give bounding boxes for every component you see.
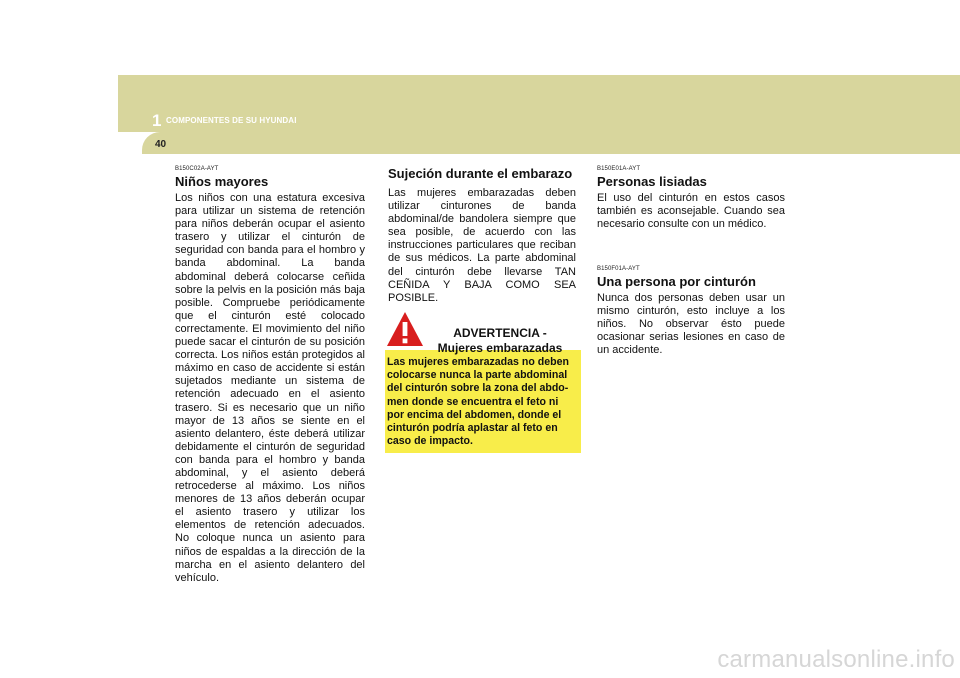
section-una-persona: [597, 265, 785, 357]
section-code: B150F01A-AYT: [597, 266, 640, 272]
section-ninos-mayores: [175, 165, 365, 585]
page-number-tab: [142, 132, 960, 154]
warning-title: [425, 326, 575, 356]
section-code: B150E01A-AYT: [597, 166, 641, 172]
section-title: Sujeción durante el embarazo: [388, 166, 573, 181]
section-body: Nunca dos personas deben usar un mismo cinturón, esto incluye a los niños. No observar ésto puede ocasionar serias lesiones en caso de un accidente.: [597, 292, 785, 357]
section-embarazo: [388, 166, 576, 305]
section-title: Personas lisiadas: [597, 174, 707, 189]
page-number: 40: [155, 139, 167, 150]
section-body: El uso del cinturón en estos casos también es aconsejable. Cuando sea necesario consulte con un médico.: [597, 192, 785, 231]
chapter-title: COMPONENTES DE SU HYUNDAI: [166, 116, 297, 125]
section-body: Las mujeres embarazadas deben utilizar cinturones de banda abdominal/de bandolera siempre que sea posible, de acuerdo con las instrucciones particulares que reciban de sus médicos. La parte abdominal del cinturón debe llevarse TAN CEÑIDA Y BAJA COMO SEA POSIBLE.: [388, 187, 576, 304]
section-title: Niños mayores: [175, 174, 269, 189]
warning-title-line1: ADVERTENCIA -: [453, 326, 547, 340]
warning-title-line2: Mujeres embarazadas: [437, 341, 563, 355]
warning-triangle-icon: [386, 310, 424, 348]
chapter-number: 1: [152, 111, 162, 130]
section-title: Una persona por cinturón: [597, 274, 756, 289]
section-code: B150C02A-AYT: [175, 166, 219, 172]
watermark: carmanualsonline.info: [717, 646, 955, 673]
warning-body: Las mujeres embarazadas no deben colocarse nunca la parte abdominal del cinturón sobre la zona del abdo-men donde se encuentra el feto ni por encima del abdomen, donde el cinturón podría aplastar al feto en caso de impacto.: [387, 356, 569, 448]
section-body: Los niños con una estatura excesiva para utilizar un sistema de retención para niños deberán ocupar el asiento trasero y utilizar el cinturón de seguridad con banda para el hombro y banda abdominal. La banda abdominal deberá colocarse ceñida sobre la pelvis en la posición más baja posible. Compruebe periódicamente que el cinturón esté colocado correctamente. El movimiento del niño puede sacar el cinturón de su posición correcta. Los niños están protegidos al máximo en caso de accidente si están sujetados mediante un sistema de retención adecuado en el asiento trasero. Si es necesario que un niño mayor de 13 años se siente en el asiento delantero, éste deberá utilizar debidamente el cinturón de seguridad con banda para el hombro y banda abdominal, y el asiento deberá retrocederse al máximo. Los niños menores de 13 años deberán ocupar el asiento trasero y utilizar los elementos de retención adecuados. No coloque nunca un asiento para niños de espaldas a la dirección de la marcha en el asiento delantero del vehículo.: [175, 192, 365, 584]
section-personas-lisiadas: [597, 165, 785, 231]
